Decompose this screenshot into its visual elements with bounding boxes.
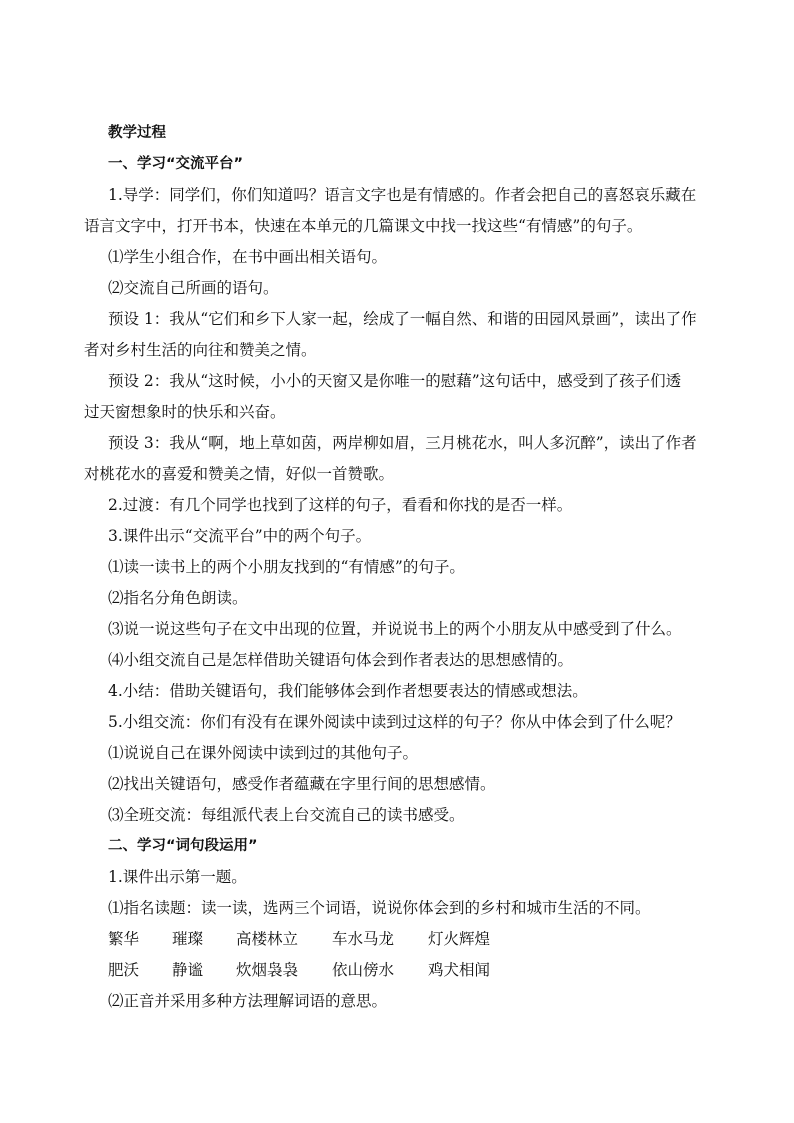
paragraph-summary: 4.小结：借助关键语句，我们能够体会到作者想要表达的情感或想法。 — [108, 682, 588, 700]
preset-2-line2: 过天窗想象时的快乐和兴奋。 — [84, 403, 286, 421]
paragraph-courseware: 3.课件出示“交流平台”中的两个句子。 — [108, 527, 372, 545]
paragraph-question-1: 1.课件出示第一题。 — [108, 868, 247, 886]
courseware-sub-1: ⑴读一读书上的两个小朋友找到的“有情感”的句子。 — [108, 558, 465, 576]
group-sub-3: ⑶全班交流：每组派代表上台交流自己的读书感受。 — [108, 806, 465, 824]
preset-2-line1: 预设 2：我从“这时候，小小的天窗又是你唯一的慰藉”这句话中，感受到了孩子们透 — [108, 372, 682, 390]
word-item: 静谧 — [172, 961, 204, 979]
word-item: 璀璨 — [172, 930, 204, 948]
word-item: 鸡犬相闻 — [428, 961, 491, 979]
section-title: 教学过程 — [108, 125, 166, 141]
courseware-sub-4: ⑷小组交流自己是怎样借助关键语句体会到作者表达的思想感情的。 — [108, 651, 574, 669]
paragraph-guide-line2: 语言文字中，打开书本，快速在本单元的几篇课文中找一找这些“有情感”的句子。 — [84, 217, 643, 235]
group-sub-2: ⑵找出关键语句，感受作者蕴藏在字里行间的思想感情。 — [108, 775, 496, 793]
preset-3-line1: 预设 3：我从“啊，地上草如茵，两岸柳如眉，三月桃花水，叫人多沉醉”，读出了作者 — [108, 434, 697, 452]
heading-exchange-platform: 一、学习“交流平台” — [108, 156, 244, 172]
courseware-sub-3: ⑶说一说这些句子在文中出现的位置，并说说书上的两个小朋友从中感受到了什么。 — [108, 620, 682, 638]
paragraph-group-exchange: 5.小组交流：你们有没有在课外阅读中读到过这样的句子？你从中体会到了什么呢？ — [108, 713, 681, 731]
heading-word-sentence: 二、学习“词句段运用” — [108, 838, 258, 854]
preset-3-line2: 对桃花水的喜爱和赞美之情，好似一首赞歌。 — [84, 465, 395, 483]
question-1-sub-1: ⑴指名读题：读一读，选两三个词语，说说你体会到的乡村和城市生活的不同。 — [108, 899, 651, 917]
preset-1-line1: 预设 1：我从“它们和乡下人家一起，绘成了一幅自然、和谐的田园风景画”，读出了作 — [108, 310, 697, 328]
guide-sub-2: ⑵交流自己所画的语句。 — [108, 279, 279, 297]
word-row-village — [108, 955, 688, 986]
word-item: 炊烟袅袅 — [236, 961, 299, 979]
word-item: 依山傍水 — [332, 961, 395, 979]
word-item: 灯火辉煌 — [428, 930, 491, 948]
courseware-sub-2: ⑵指名分角色朗读。 — [108, 589, 248, 607]
word-row-city — [108, 924, 688, 955]
question-1-sub-2: ⑵正音并采用多种方法理解词语的意思。 — [108, 992, 388, 1010]
paragraph-transition: 2.过渡：有几个同学也找到了这样的句子，看看和你找的是否一样。 — [108, 496, 573, 514]
group-sub-1: ⑴说说自己在课外阅读中读到过的其他句子。 — [108, 744, 419, 762]
document-body — [84, 118, 697, 1017]
word-item: 繁华 — [108, 930, 140, 948]
word-item: 车水马龙 — [332, 930, 395, 948]
paragraph-guide-line1: 1.导学：同学们，你们知道吗？语言文字也是有情感的。作者会把自己的喜怒哀乐藏在 — [108, 186, 697, 204]
guide-sub-1: ⑴学生小组合作，在书中画出相关语句。 — [108, 248, 388, 266]
word-item: 高楼林立 — [236, 930, 299, 948]
word-item: 肥沃 — [108, 961, 140, 979]
preset-1-line2: 者对乡村生活的向往和赞美之情。 — [84, 341, 317, 359]
